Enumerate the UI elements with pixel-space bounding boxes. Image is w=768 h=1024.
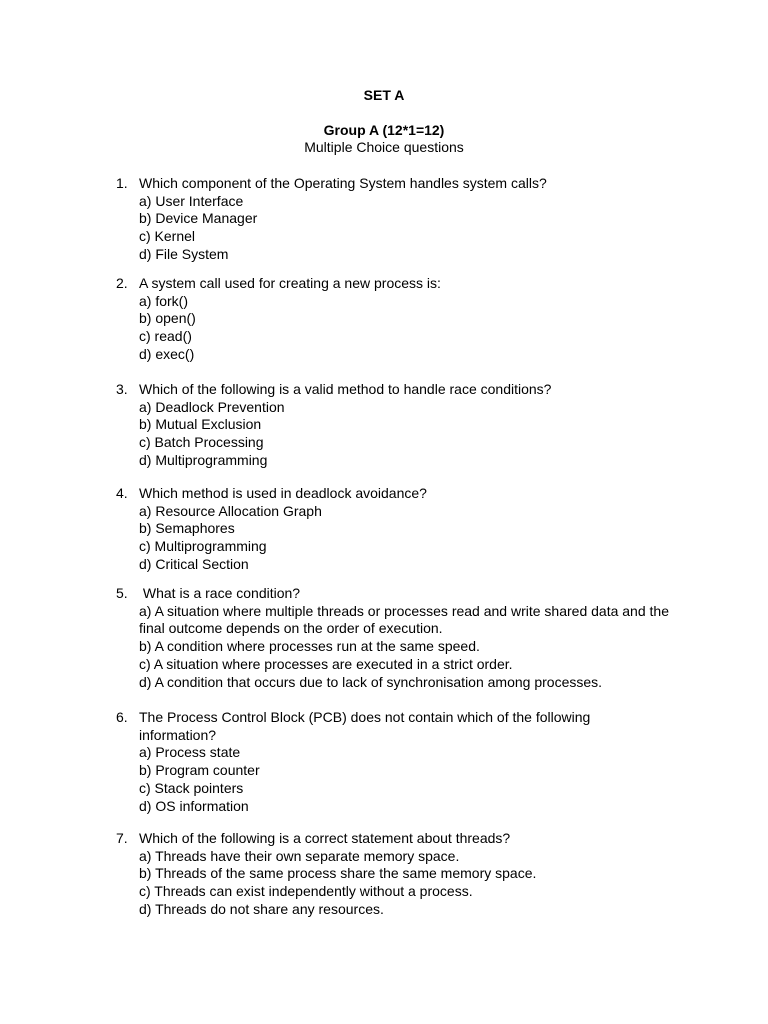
question-number: 1. [116, 175, 128, 191]
question-7 [116, 830, 676, 919]
option-a: a) Process state [139, 744, 241, 761]
option-c: c) Stack pointers [139, 779, 244, 796]
question-text: Which of the following is a valid method to handle race conditions? [139, 381, 552, 397]
question-number: 4. [116, 485, 128, 501]
group-title: Group A (12*1=12) [323, 122, 445, 138]
option-b: b) Mutual Exclusion [139, 416, 262, 433]
option-d: d) File System [139, 245, 229, 262]
set-title: SET A [363, 87, 405, 103]
option-b: b) Semaphores [139, 520, 235, 537]
question-number: 5. [116, 585, 128, 601]
option-a: a) User Interface [139, 192, 244, 209]
option-b: b) Threads of the same process share the same memory space. [139, 865, 537, 882]
option-c: c) A situation where processes are executed in a strict order. [139, 655, 513, 672]
question-text: Which of the following is a correct statement about threads? [139, 830, 511, 846]
option-c: c) read() [139, 328, 192, 345]
question-4 [116, 485, 676, 574]
option-a: a) A situation where multiple threads or processes read and write shared data and the final outcome depends on the order of execution. [139, 602, 669, 637]
option-d: d) Threads do not share any resources. [139, 900, 384, 917]
question-text: The Process Control Block (PCB) does not contain which of the following information? [139, 709, 591, 743]
question-2 [116, 275, 676, 364]
option-b: b) A condition where processes run at the same speed. [139, 638, 480, 655]
option-c: c) Kernel [139, 228, 196, 245]
question-1 [116, 175, 676, 264]
option-d: d) Multiprogramming [139, 451, 268, 468]
question-text: Which method is used in deadlock avoidance? [139, 485, 427, 501]
option-d: d) A condition that occurs due to lack of synchronisation among processes. [139, 673, 603, 690]
question-3 [116, 381, 676, 470]
question-text: What is a race condition? [139, 585, 301, 601]
option-a: a) Threads have their own separate memory space. [139, 847, 460, 864]
option-a: a) Resource Allocation Graph [139, 502, 322, 519]
option-b: b) Program counter [139, 762, 260, 779]
question-number: 3. [116, 381, 128, 397]
option-d: d) exec() [139, 345, 195, 362]
question-text: Which component of the Operating System handles system calls? [139, 175, 547, 191]
question-6 [116, 709, 676, 815]
question-number: 7. [116, 830, 128, 846]
section-subtitle: Multiple Choice questions [304, 139, 464, 155]
option-b: b) open() [139, 310, 196, 327]
question-text: A system call used for creating a new process is: [139, 275, 441, 291]
option-c: c) Multiprogramming [139, 538, 267, 555]
option-d: d) OS information [139, 797, 249, 814]
option-c: c) Threads can exist independently without a process. [139, 883, 473, 900]
question-number: 6. [116, 709, 128, 725]
option-b: b) Device Manager [139, 210, 258, 227]
option-a: a) fork() [139, 292, 188, 309]
question-5 [116, 585, 676, 691]
option-c: c) Batch Processing [139, 434, 264, 451]
option-d: d) Critical Section [139, 555, 249, 572]
option-a: a) Deadlock Prevention [139, 398, 285, 415]
question-number: 2. [116, 275, 128, 291]
